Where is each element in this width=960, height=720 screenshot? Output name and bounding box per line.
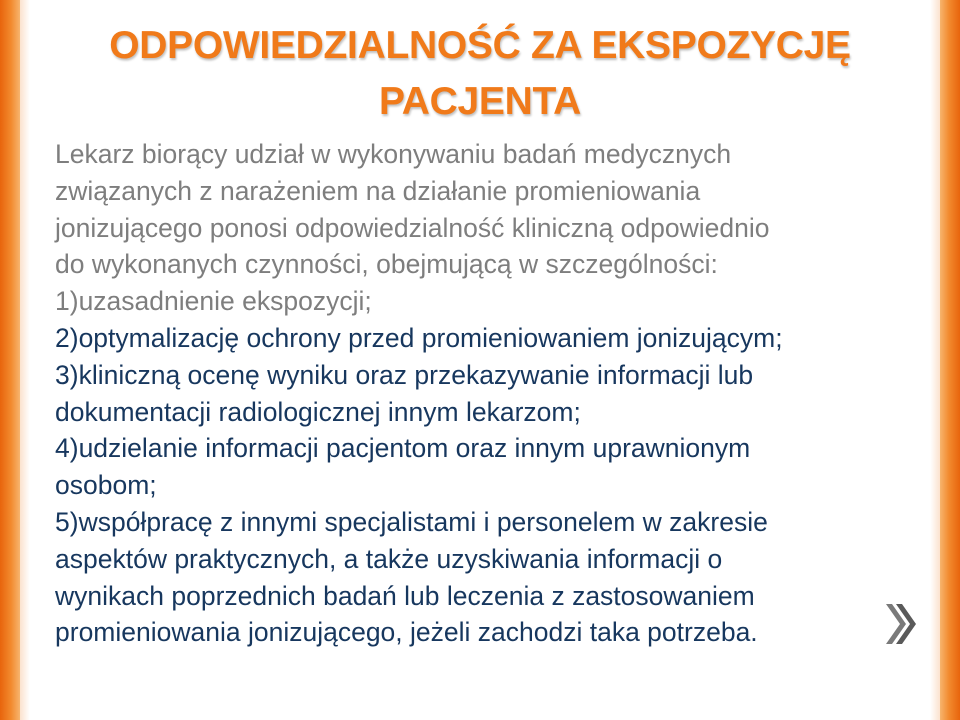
left-frame-shadow [20, 0, 30, 720]
slide-title-line-2: PACJENTA [378, 80, 581, 123]
body-line: Lekarz biorący udział w wykonywaniu badań medycznych [55, 139, 732, 169]
left-frame-bar [0, 0, 20, 720]
body-line: osobom; [55, 470, 157, 501]
body-line: związanych z narażeniem na działanie promieniowania [55, 175, 701, 206]
body-line: promieniowania jonizującego, jeżeli zachodzi taka potrzeba. [55, 617, 758, 648]
right-frame-bar [940, 0, 960, 720]
body-line: 5)współpracę z innymi specjalistami i personelem w zakresie [55, 506, 768, 537]
body-line: dokumentacji radiologicznej innym lekarzom; [55, 396, 581, 427]
body-line: aspektów praktycznych, a także uzyskiwania informacji o [55, 543, 723, 574]
body-line: do wykonanych czynności, obejmującą w szczególności: [55, 249, 718, 280]
body-line: 4)udzielanie informacji pacjentom oraz innym uprawnionym [55, 433, 751, 464]
body-line: 2)optymalizację ochrony przed promieniowaniem jonizującym; [55, 322, 783, 353]
body-line: jonizującego ponosi odpowiedzialność kliniczną odpowiednio [55, 212, 770, 243]
slide-title-line-1: ODPOWIEDZIALNOŚĆ ZA EKSPOZYCJĘ [109, 24, 851, 67]
body-line: 1)uzasadnienie ekspozycji; [55, 286, 372, 317]
slide-body [55, 136, 935, 651]
slide-title [40, 18, 920, 130]
chevron-double-right-icon[interactable] [882, 600, 918, 648]
body-line: wynikach poprzednich badań lub leczenia z zastosowaniem [55, 580, 755, 611]
body-line: 3)kliniczną ocenę wyniku oraz przekazywanie informacji lub [55, 359, 754, 390]
